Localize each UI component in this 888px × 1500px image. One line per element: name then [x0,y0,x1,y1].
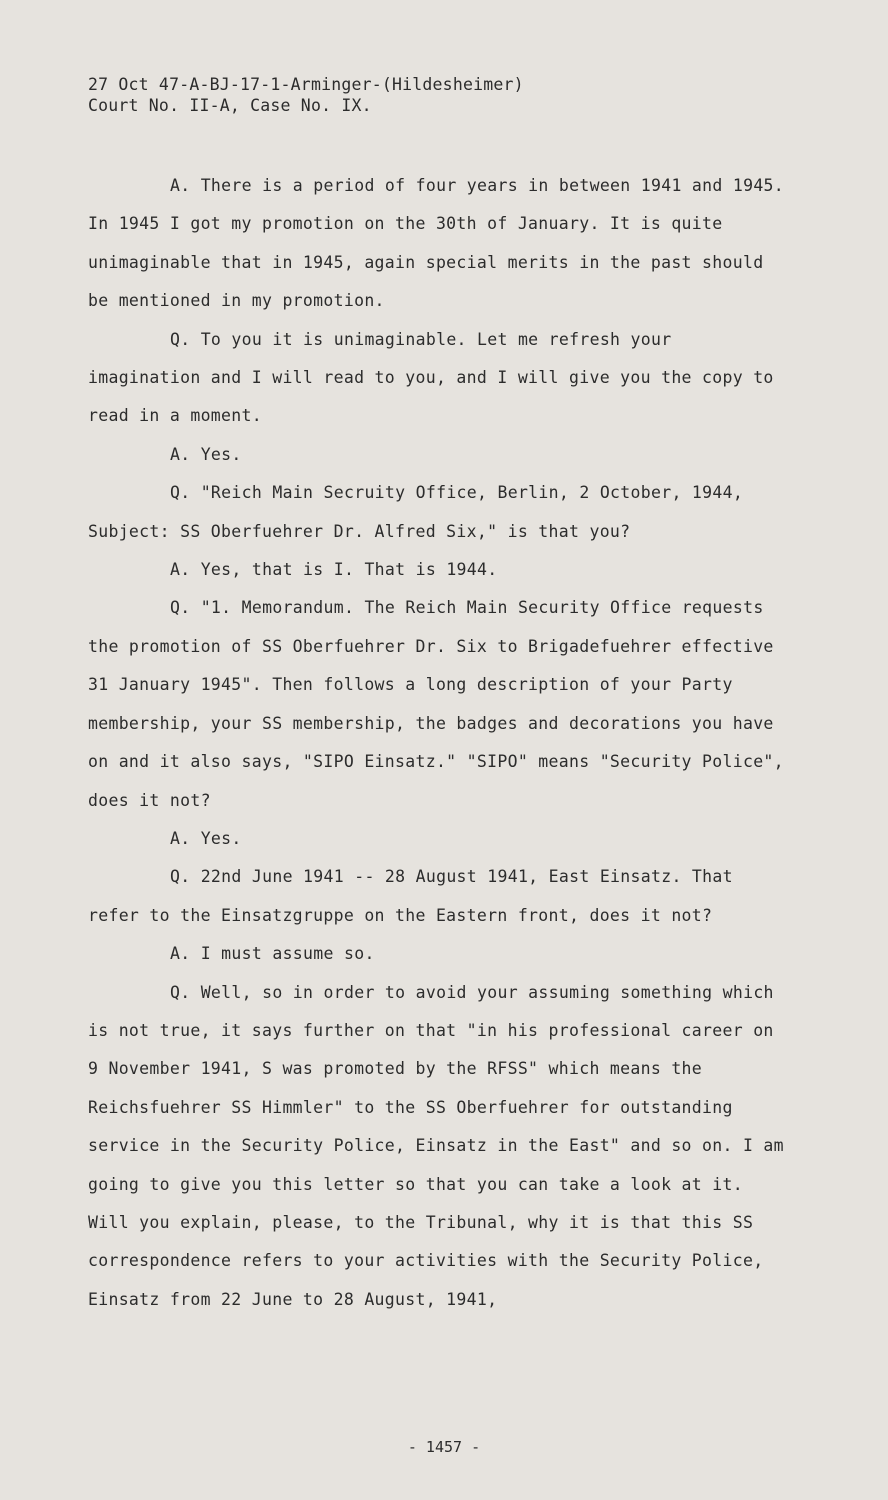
transcript-paragraph: Q. 22nd June 1941 -- 28 August 1941, East Einsatz. That refer to the Einsatzgruppe on the Eastern front, does it not? [88,867,733,925]
transcript-paragraph: A. There is a period of four years in between 1941 and 1945. In 1945 I got my promotion on the 30th of January. It is quite unimaginable that in 1945, again special merits in the past should be mentioned in my promotion. [88,176,785,311]
transcript-paragraph: A. I must assume so. [170,944,375,964]
header-reference-line: 27 Oct 47-A-BJ-17-1-Arminger-(Hildesheimer) [88,75,524,94]
document-header [88,74,524,116]
transcript-paragraph: A. Yes. [170,828,242,848]
page-number: - 1457 - [407,1438,481,1456]
transcript-body [88,167,788,1319]
transcript-paragraph: Q. Well, so in order to avoid your assuming something which is not true, it says further on that "in his professional career on 9 November 1941, S was promoted by the RFSS" which means the Reichsfuehrer SS Himmler" to the SS Oberfuehrer for outstanding service in the Security Police, Einsatz in the East" and so on. I am going to give you this letter so that you can take a look at it. Will you explain, please, to the Tribunal, why it is that this SS correspondence refers to your activities with the Security Police, Einsatz from 22 June to 28 August, 1941, [88,982,784,1309]
transcript-paragraph: A. Yes, that is I. That is 1944. [170,560,498,580]
transcript-paragraph: Q. "1. Memorandum. The Reich Main Security Office requests the promotion of SS Oberfuehrer Dr. Six to Brigadefuehrer effective 31 January 1945". Then follows a long description of your Party membership, your SS membership, the badges and decorations you have on and it also says, "SIPO Einsatz." "SIPO" means "Security Police", does it not? [88,598,784,810]
transcript-paragraph: Q. To you it is unimaginable. Let me refresh your imagination and I will read to you, and I will give you the copy to read in a moment. [88,329,774,426]
transcript-paragraph: A. Yes. [170,444,242,464]
transcript-paragraph: Q. "Reich Main Secruity Office, Berlin, 2 October, 1944, Subject: SS Oberfuehrer Dr. Alfred Six," is that you? [88,483,744,541]
header-court-line: Court No. II-A, Case No. IX. [88,96,372,115]
